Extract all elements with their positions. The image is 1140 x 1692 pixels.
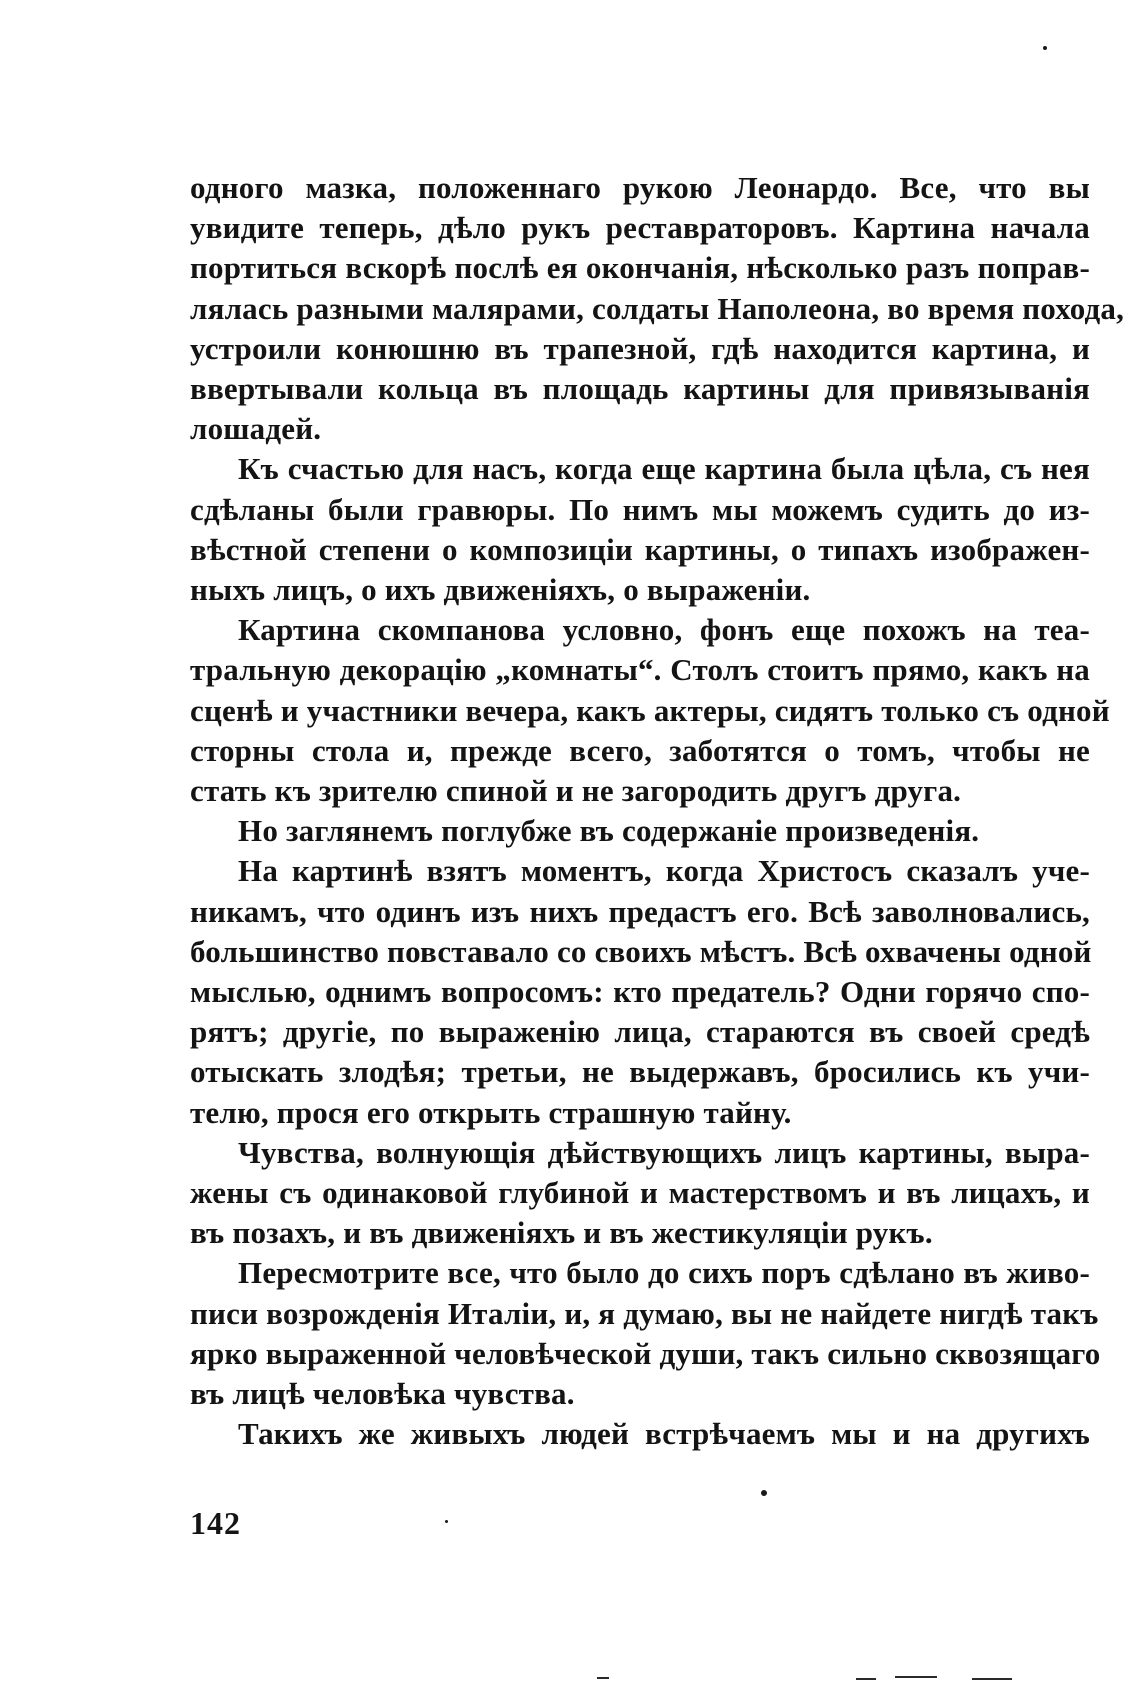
text-line: увидите теперь, дѣло рукъ реставраторовъ. Картина начала xyxy=(190,210,1090,246)
text-line: стать къ зрителю спиной и не загородить другъ друга. xyxy=(190,773,962,809)
text-line: портиться вскорѣ послѣ ея окончанія, нѣсколько разъ поправ- xyxy=(190,250,1090,286)
text-line: рятъ; другіе, по выраженію лица, стараются въ своей средѣ xyxy=(190,1014,1090,1050)
text-line: ярко выраженной человѣческой души, такъ сильно сквозящаго xyxy=(190,1335,1101,1371)
text-line: Картина скомпанова условно, фонъ еще похожъ на теа- xyxy=(238,612,1090,648)
text-line: никамъ, что одинъ изъ нихъ предастъ его. Всѣ заволновались, xyxy=(190,893,1090,929)
text-line: сторны стола и, прежде всего, заботятся о томъ, чтобы не xyxy=(190,732,1090,768)
scan-speck xyxy=(1043,46,1047,50)
paragraph xyxy=(190,610,1110,811)
text-line: писи возрожденія Италіи, и, я думаю, вы не найдете нигдѣ такъ xyxy=(190,1295,1099,1331)
page-body-text xyxy=(190,168,1125,1455)
scan-dash xyxy=(597,1677,609,1679)
page-number: 142 xyxy=(190,1505,241,1541)
text-line: большинство повставало со своихъ мѣстъ. Всѣ охвачены одной xyxy=(190,933,1092,969)
text-line: тральную декорацію „комнаты“. Столъ стоитъ прямо, какъ на xyxy=(190,652,1090,688)
scan-dash xyxy=(972,1678,1012,1680)
paragraph xyxy=(190,1414,1090,1454)
text-line: ныхъ лицъ, о ихъ движеніяхъ, о выраженіи. xyxy=(190,572,811,608)
text-line: сценѣ и участники вечера, какъ актеры, сидятъ только съ одной xyxy=(190,692,1110,728)
text-line: устроили конюшню въ трапезной, гдѣ находится картина, и xyxy=(190,330,1090,366)
scan-dash xyxy=(895,1676,937,1678)
scan-speck xyxy=(445,1520,448,1523)
text-line: ввертывали кольца въ площадь картины для привязыванія xyxy=(190,371,1090,407)
text-line: въ лицѣ человѣка чувства. xyxy=(190,1376,575,1412)
text-line: Чувства, волнующія дѣйствующихъ лицъ картины, выра- xyxy=(238,1134,1090,1170)
paragraph xyxy=(190,1253,1101,1414)
scan-speck xyxy=(761,1490,767,1496)
paragraph xyxy=(190,851,1090,1132)
scan-dash xyxy=(856,1678,876,1680)
text-line: Къ счастью для насъ, когда еще картина была цѣла, съ нея xyxy=(238,451,1090,487)
text-line: жены съ одинаковой глубиной и мастерствомъ и въ лицахъ, и xyxy=(190,1175,1090,1211)
paragraph xyxy=(190,449,1090,610)
text-line: одного мазка, положеннаго рукою Леонардо. Все, что вы xyxy=(190,170,1090,205)
text-line: телю, прося его открыть страшную тайну. xyxy=(190,1094,792,1130)
text-line: отыскать злодѣя; третьи, не выдержавъ, бросились къ учи- xyxy=(190,1054,1090,1090)
text-line: мыслью, однимъ вопросомъ: кто предатель? Одни горячо спо- xyxy=(190,974,1090,1010)
text-line: лялась разными малярами, солдаты Наполеона, во время похода, xyxy=(190,290,1125,326)
paragraph xyxy=(190,1133,1090,1254)
text-line: На картинѣ взятъ моментъ, когда Христосъ сказалъ уче- xyxy=(238,853,1090,889)
text-line: Такихъ же живыхъ людей встрѣчаемъ мы и на другихъ xyxy=(238,1416,1090,1452)
text-line: вѣстной степени о композиціи картины, о типахъ изображен- xyxy=(190,531,1090,567)
text-line: въ позахъ, и въ движеніяхъ и въ жестикуляціи рукъ. xyxy=(190,1215,933,1251)
text-line: Но заглянемъ поглубже въ содержаніе произведенія. xyxy=(238,813,980,849)
paragraph xyxy=(190,168,1125,449)
text-line: сдѣланы были гравюры. По нимъ мы можемъ судить до из- xyxy=(190,491,1090,527)
paragraph xyxy=(190,811,1090,851)
text-line: Пересмотрите все, что было до сихъ поръ сдѣлано въ живо- xyxy=(238,1255,1090,1291)
text-line: лошадей. xyxy=(190,411,322,447)
